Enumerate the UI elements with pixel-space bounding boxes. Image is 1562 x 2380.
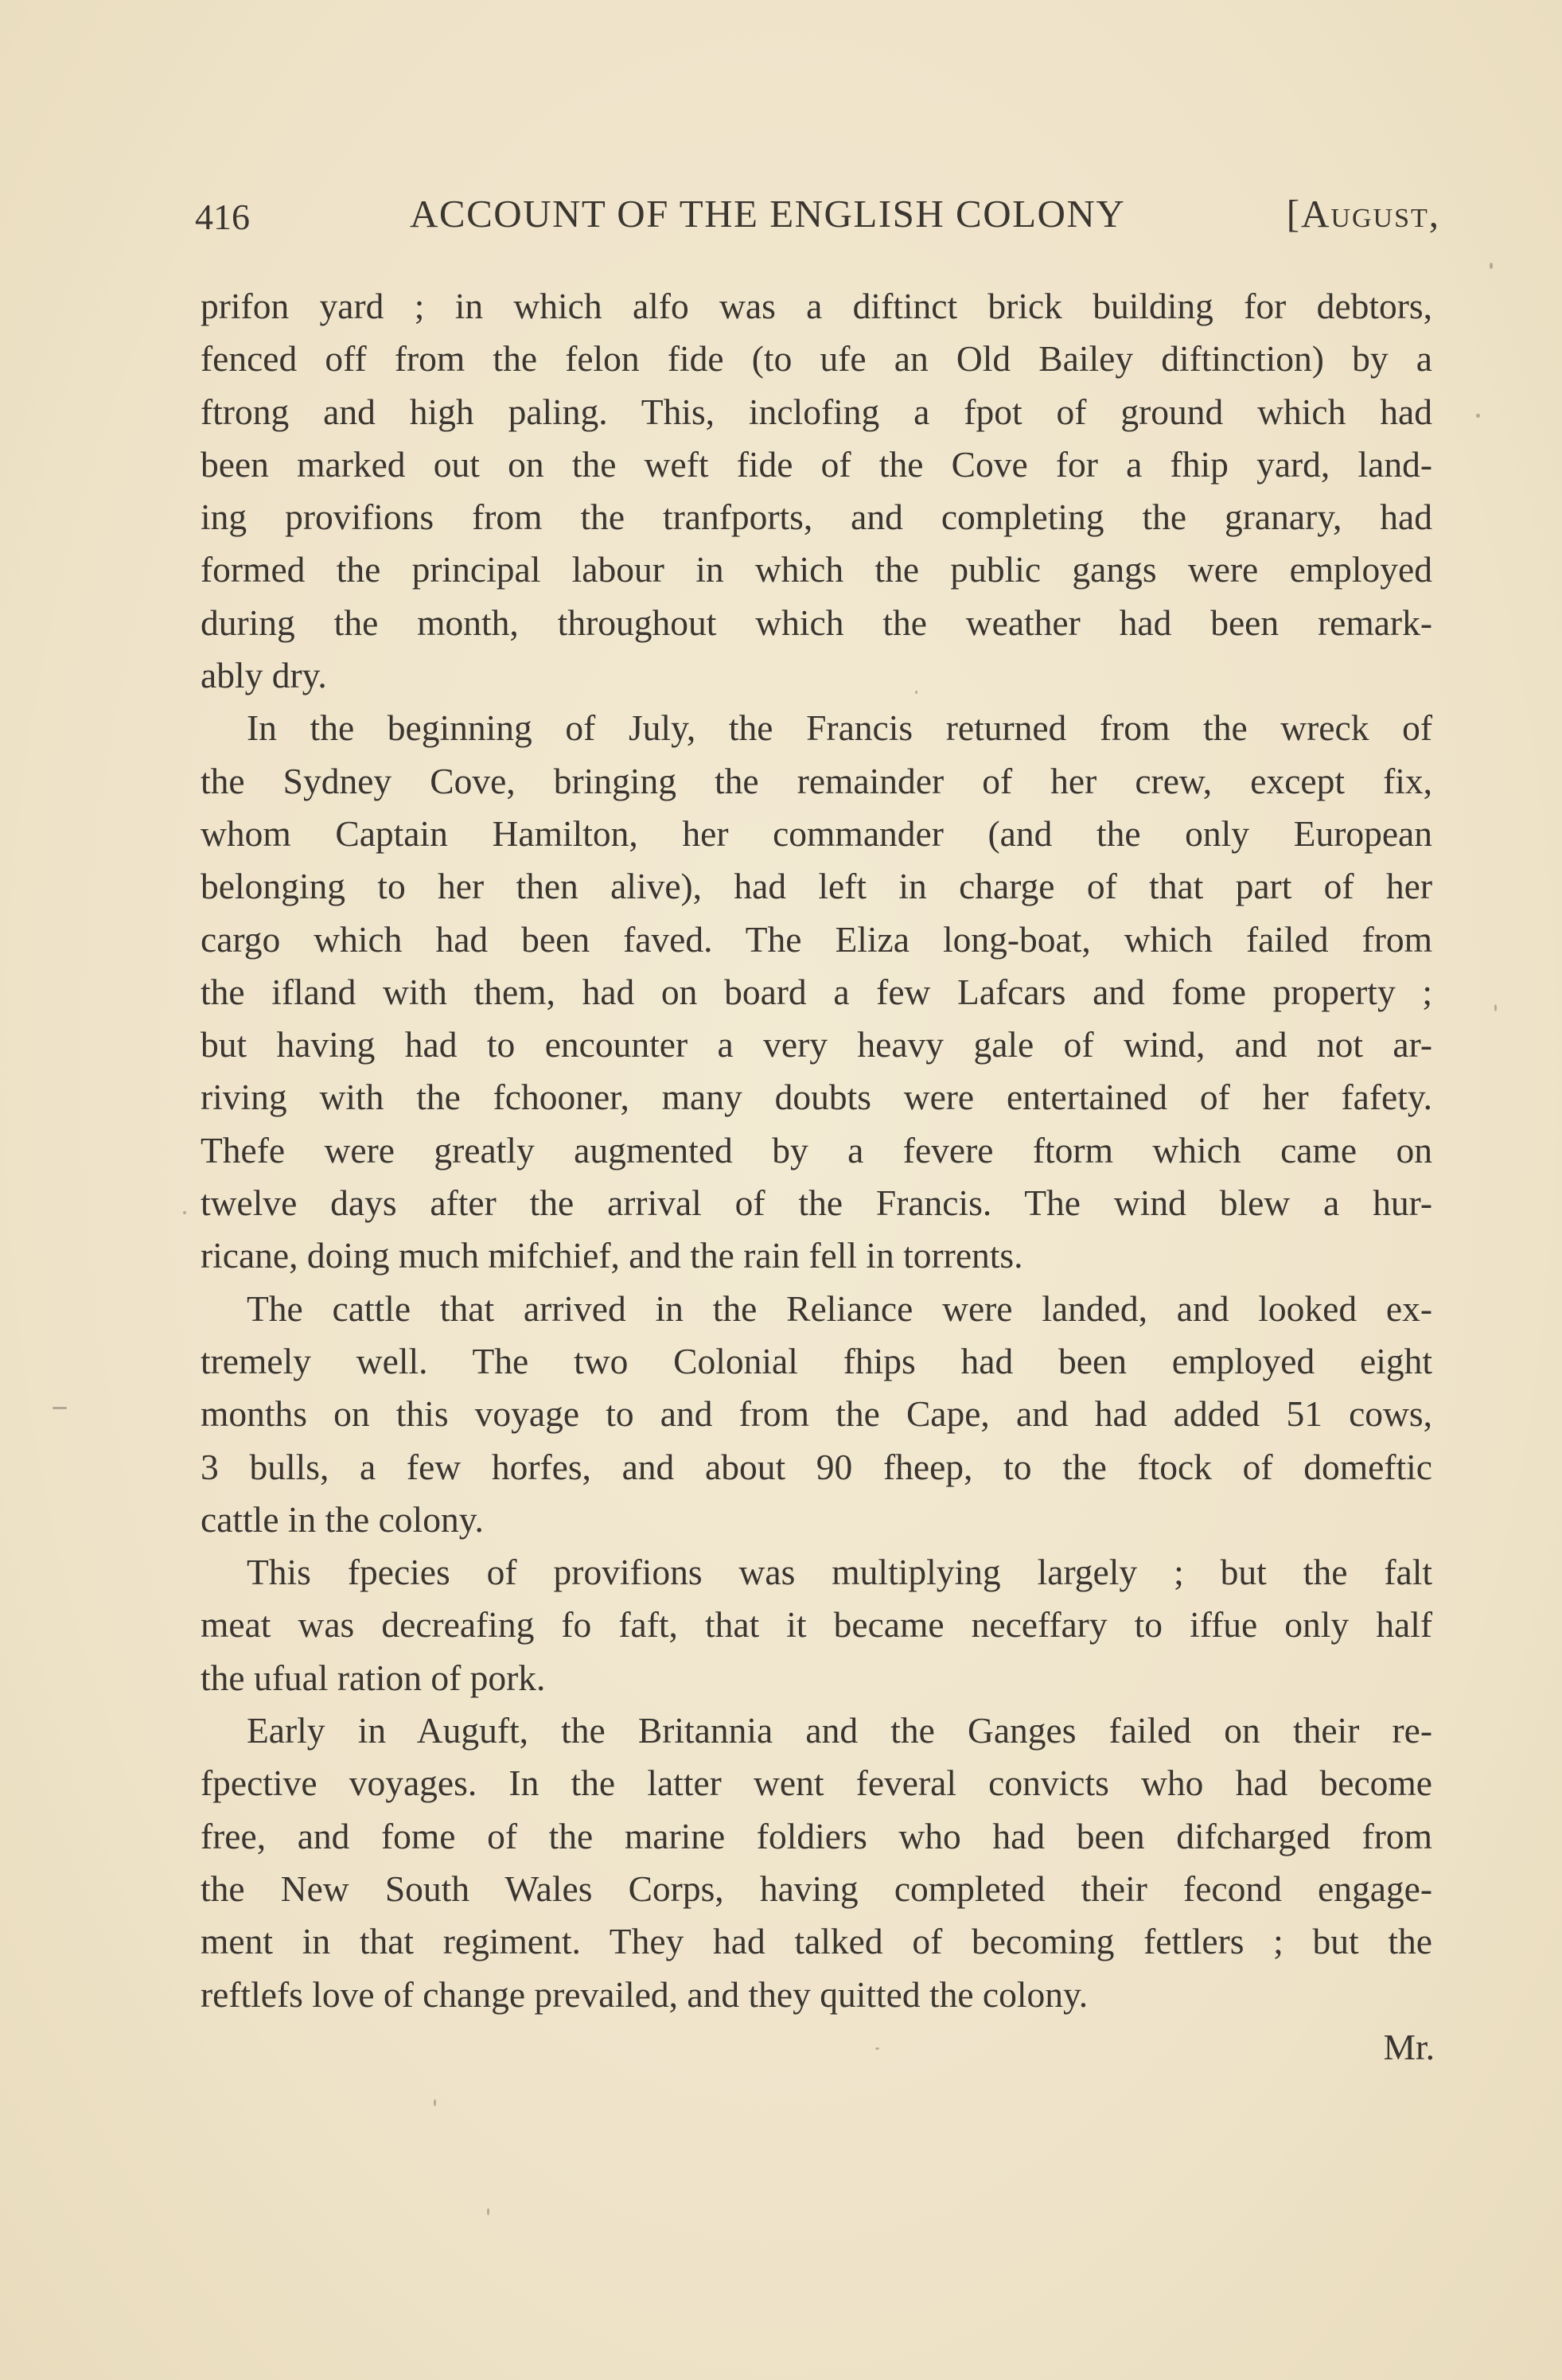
text-line: prifon yard ; in which alfo was a diftinct brick building for debtors, bbox=[201, 286, 1432, 326]
text-line: 3 bulls, a few horfes, and about 90 fheep, to the ftock of domeftic bbox=[201, 1446, 1432, 1487]
page-number: 416 bbox=[195, 197, 250, 237]
running-head bbox=[195, 188, 1440, 243]
text-line: meat was decreafing fo faft, that it became neceffary to iffue only half bbox=[201, 1604, 1432, 1646]
text-line: formed the principal labour in which the public gangs were employed bbox=[201, 549, 1432, 590]
running-title: ACCOUNT OF THE ENGLISH COLONY bbox=[410, 192, 1126, 236]
text-line: but having had to encounter a very heavy gale of wind, and not ar- bbox=[201, 1024, 1432, 1065]
text-line: ricane, doing much mifchief, and the rain fell in torrents. bbox=[201, 1235, 1023, 1276]
text-line: free, and fome of the marine foldiers who had been difcharged from bbox=[201, 1815, 1432, 1856]
text-line: twelve days after the arrival of the Francis. The wind blew a hur- bbox=[201, 1182, 1432, 1224]
paragraph-start-line: The cattle that arrived in the Reliance were landed, and looked ex- bbox=[247, 1287, 1432, 1329]
text-line: whom Captain Hamilton, her commander (and the only European bbox=[201, 812, 1432, 854]
text-line: cargo which had been faved. The Eliza long-boat, which failed from bbox=[201, 918, 1432, 960]
text-line: ably dry. bbox=[201, 655, 327, 696]
text-line: ftrong and high paling. This, inclofing a fpot of ground which had bbox=[201, 391, 1432, 432]
text-line: the ifland with them, had on board a few Lafcars and fome property ; bbox=[201, 971, 1432, 1012]
body-text bbox=[201, 280, 1432, 2021]
paragraph-start-line: This fpecies of provifions was multiplying largely ; but the falt bbox=[247, 1552, 1432, 1593]
text-line: fpective voyages. In the latter went feveral convicts who had become bbox=[201, 1763, 1432, 1804]
paper-speck bbox=[915, 691, 917, 694]
paragraph-start-line: In the beginning of July, the Francis returned from the wreck of bbox=[247, 707, 1432, 749]
text-line: reftlefs love of change prevailed, and they quitted the colony. bbox=[201, 1973, 1089, 2015]
text-line: ing provifions from the tranfports, and completing the granary, had bbox=[201, 497, 1432, 538]
text-line: the New South Wales Corps, having completed their fecond engage- bbox=[201, 1868, 1432, 1909]
paper-speck bbox=[1490, 263, 1493, 269]
text-line: months on this voyage to and from the Cape, and had added 51 cows, bbox=[201, 1393, 1432, 1435]
paper-speck bbox=[875, 2047, 879, 2050]
text-line: fenced off from the felon fide (to ufe an Old Bailey diftinction) by a bbox=[201, 338, 1432, 380]
text-line: during the month, throughout which the weather had been remark- bbox=[201, 602, 1432, 643]
running-month: [August, bbox=[1286, 192, 1440, 236]
text-line: riving with the fchooner, many doubts were entertained of her fafety. bbox=[201, 1077, 1432, 1118]
text-line: belonging to her then alive), had left in charge of that part of her bbox=[201, 866, 1432, 907]
paper-speck bbox=[434, 2099, 436, 2106]
text-line: the ufual ration of pork. bbox=[201, 1657, 546, 1698]
paper-speck bbox=[1494, 1004, 1497, 1011]
paragraph-start-line: Early in Auguft, the Britannia and the Ganges failed on their re- bbox=[247, 1710, 1432, 1751]
paper-speck bbox=[183, 1211, 186, 1214]
text-line: ment in that regiment. They had talked of becoming fettlers ; but the bbox=[201, 1921, 1432, 1962]
text-line: the Sydney Cove, bringing the remainder of her crew, except fix, bbox=[201, 760, 1432, 801]
paper-speck bbox=[487, 2208, 489, 2215]
text-line: been marked out on the weft fide of the Cove for a fhip yard, land- bbox=[201, 443, 1432, 485]
text-line: cattle in the colony. bbox=[201, 1498, 484, 1540]
catchword: Mr. bbox=[1383, 2027, 1435, 2067]
text-line: tremely well. The two Colonial fhips had been employed eight bbox=[201, 1340, 1432, 1381]
text-line: Thefe were greatly augmented by a fevere ftorm which came on bbox=[201, 1129, 1432, 1171]
paper-speck bbox=[53, 1407, 67, 1409]
paper-speck bbox=[1476, 414, 1480, 418]
